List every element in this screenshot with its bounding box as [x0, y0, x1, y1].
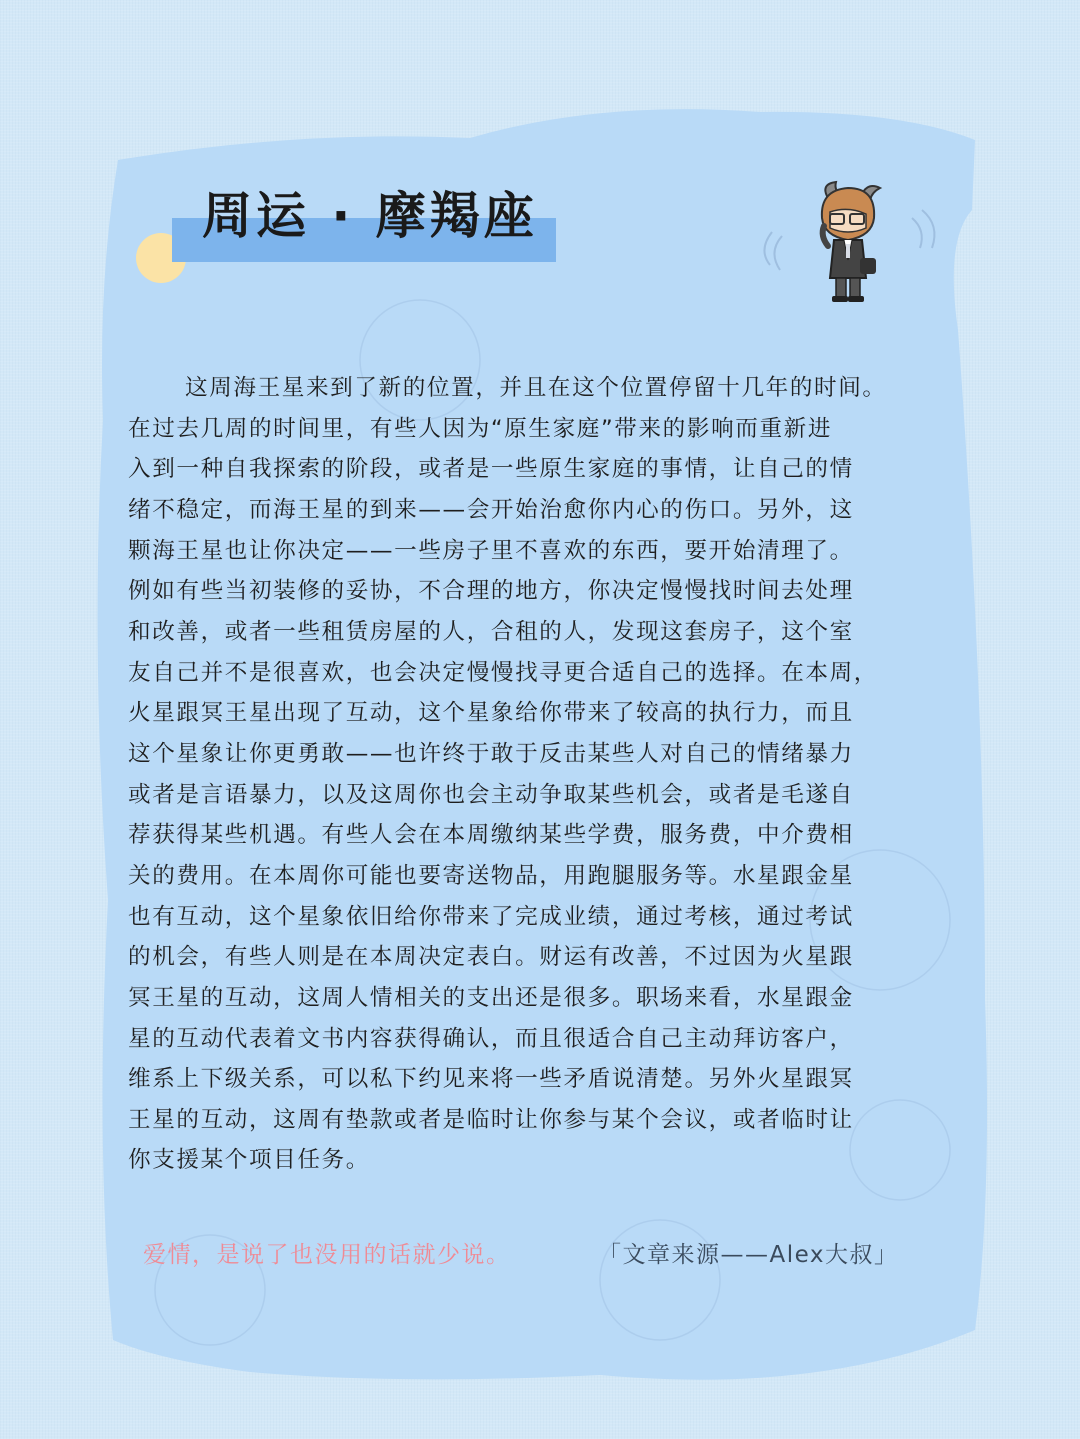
- body-line: 和改善，或者一些租赁房屋的人，合租的人，发现这套房子，这个室: [128, 618, 854, 645]
- body-line: 也有互动，这个星象依旧给你带来了完成业绩，通过考核，通过考试: [128, 903, 854, 930]
- body-line: 颗海王星也让你决定——一些房子里不喜欢的东西，要开始清理了。: [128, 537, 854, 564]
- body-line: 星的互动代表着文书内容获得确认，而且很适合自己主动拜访客户，: [128, 1025, 854, 1052]
- body-line: 在过去几周的时间里，有些人因为“原生家庭”带来的影响而重新进: [128, 415, 833, 442]
- body-line: 例如有些当初装修的妥协，不合理的地方，你决定慢慢找时间去处理: [128, 578, 854, 605]
- body-line: 关的费用。在本周你可能也要寄送物品，用跑腿服务等。水星跟金星: [128, 862, 854, 889]
- capricorn-mascot-icon: [750, 170, 960, 310]
- page-title: 周运 · 摩羯座: [202, 187, 538, 245]
- body-line: 维系上下级关系，可以私下约见来将一些矛盾说清楚。另外火星跟冥: [128, 1066, 854, 1093]
- body-line: 这个星象让你更勇敢——也许终于敢于反击某些人对自己的情绪暴力: [128, 740, 854, 767]
- article-source: 「文章来源——Alex大叔」: [598, 1242, 899, 1268]
- body-line: 或者是言语暴力，以及这周你也会主动争取某些机会，或者是毛遂自: [128, 781, 854, 808]
- body-line: 冥王星的互动，这周人情相关的支出还是很多。职场来看，水星跟金: [128, 984, 854, 1011]
- love-quote: 爱情，是说了也没用的话就少说。: [143, 1242, 511, 1268]
- body-line: 入到一种自我探索的阶段，或者是一些原生家庭的事情，让自己的情: [128, 456, 854, 483]
- body-line: 的机会，有些人则是在本周决定表白。财运有改善，不过因为火星跟: [128, 944, 854, 971]
- body-line: 荐获得某些机遇。有些人会在本周缴纳某些学费，服务费，中介费相: [128, 822, 854, 849]
- article-body: [128, 368, 968, 1181]
- body-line: 友自己并不是很喜欢，也会决定慢慢找寻更合适自己的选择。在本周，: [128, 659, 879, 686]
- body-line: 你支援某个项目任务。: [128, 1147, 370, 1174]
- body-line: 绪不稳定，而海王星的到来——会开始治愈你内心的伤口。另外，这: [128, 496, 854, 523]
- body-line: 这周海王星来到了新的位置，并且在这个位置停留十几年的时间。: [185, 375, 887, 401]
- body-line: 王星的互动，这周有垫款或者是临时让你参与某个会议，或者临时让: [128, 1106, 854, 1133]
- body-line: 火星跟冥王星出现了互动，这个星象给你带来了较高的执行力，而且: [128, 700, 854, 727]
